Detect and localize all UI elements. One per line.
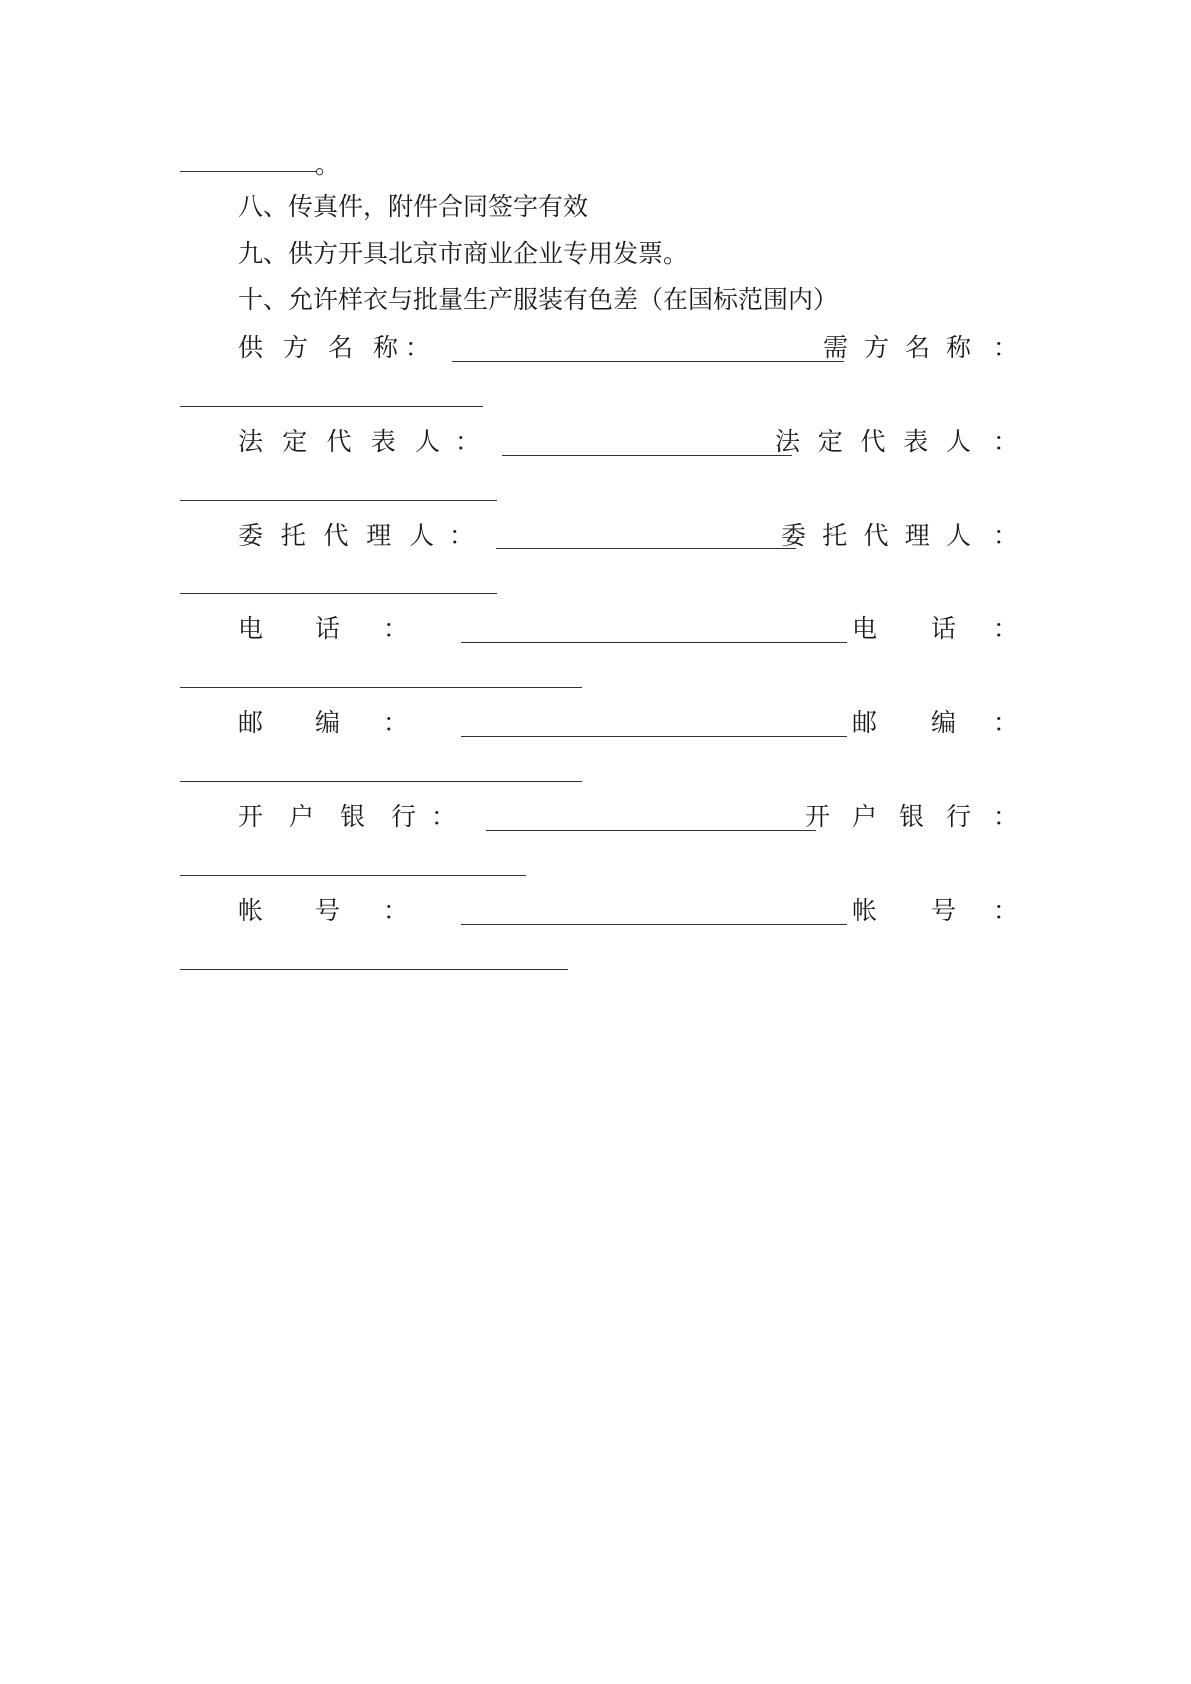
supplier-legal-rep-blank[interactable] bbox=[502, 455, 792, 456]
supplier-bank-blank[interactable] bbox=[486, 830, 816, 831]
buyer-name-colon: ： bbox=[993, 333, 1019, 362]
supplier-account-label: 帐 号 bbox=[238, 896, 340, 925]
top-end-mark: 。 bbox=[315, 150, 341, 179]
supplier-legal-rep-colon: ： bbox=[455, 427, 481, 456]
buyer-postcode-blank[interactable] bbox=[180, 781, 582, 782]
buyer-agent-label: 委 托 代 理 人 bbox=[781, 521, 971, 550]
buyer-postcode-label: 邮 编 bbox=[852, 708, 956, 737]
supplier-legal-rep-label: 法 定 代 表 人 bbox=[238, 427, 440, 456]
supplier-phone-label: 电 话 bbox=[238, 614, 340, 643]
buyer-bank-blank[interactable] bbox=[180, 875, 526, 876]
supplier-bank-colon: ： bbox=[431, 802, 457, 831]
buyer-legal-rep-colon: ： bbox=[993, 427, 1019, 456]
supplier-phone-colon: ： bbox=[383, 614, 409, 643]
clause-9: 九、供方开具北京市商业企业专用发票。 bbox=[238, 239, 689, 268]
buyer-account-colon: ： bbox=[993, 896, 1019, 925]
supplier-account-blank[interactable] bbox=[461, 924, 847, 925]
supplier-agent-colon: ： bbox=[449, 521, 475, 550]
buyer-phone-label: 电 话 bbox=[852, 614, 956, 643]
supplier-postcode-colon: ： bbox=[383, 708, 409, 737]
supplier-name-label: 供 方 名 称 bbox=[238, 333, 398, 362]
supplier-phone-blank[interactable] bbox=[461, 642, 847, 643]
supplier-name-colon: ： bbox=[405, 333, 431, 362]
buyer-legal-rep-blank[interactable] bbox=[180, 500, 497, 501]
supplier-agent-blank[interactable] bbox=[496, 548, 796, 549]
buyer-postcode-colon: ： bbox=[993, 708, 1019, 737]
buyer-legal-rep-label: 法 定 代 表 人 bbox=[775, 427, 971, 456]
supplier-name-blank[interactable] bbox=[452, 361, 844, 362]
supplier-agent-label: 委 托 代 理 人 bbox=[238, 521, 434, 550]
supplier-account-colon: ： bbox=[383, 896, 409, 925]
supplier-bank-label: 开 户 银 行 bbox=[238, 802, 416, 831]
buyer-bank-colon: ： bbox=[993, 802, 1019, 831]
blank-line-top bbox=[180, 171, 317, 172]
buyer-agent-blank[interactable] bbox=[180, 593, 497, 594]
supplier-postcode-label: 邮 编 bbox=[238, 708, 340, 737]
buyer-agent-colon: ： bbox=[993, 521, 1019, 550]
clause-8: 八、传真件，附件合同签字有效 bbox=[238, 192, 589, 221]
buyer-bank-label: 开 户 银 行 bbox=[805, 802, 971, 831]
buyer-account-label: 帐 号 bbox=[852, 896, 956, 925]
buyer-phone-colon: ： bbox=[993, 614, 1019, 643]
buyer-name-label: 需 方 名 称 bbox=[823, 333, 971, 362]
buyer-name-blank[interactable] bbox=[180, 406, 483, 407]
buyer-account-blank[interactable] bbox=[180, 969, 568, 970]
clause-10: 十、允许样衣与批量生产服装有色差（在国标范围内） bbox=[238, 285, 839, 314]
buyer-phone-blank[interactable] bbox=[180, 687, 582, 688]
supplier-postcode-blank[interactable] bbox=[461, 736, 847, 737]
